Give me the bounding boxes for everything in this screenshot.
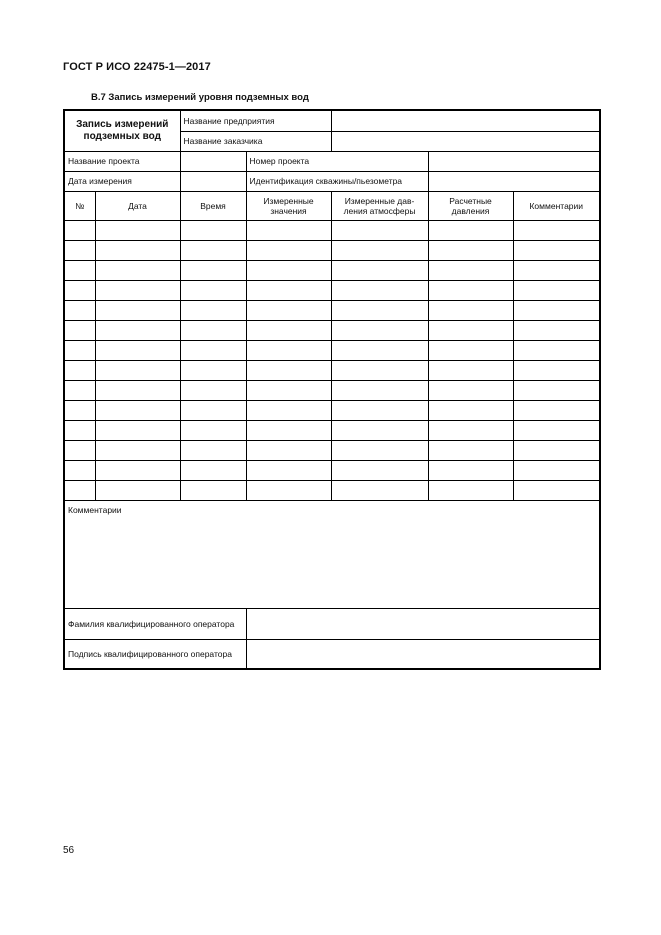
table-cell[interactable]	[180, 280, 246, 300]
table-cell[interactable]	[246, 240, 331, 260]
table-row	[64, 440, 600, 460]
table-cell[interactable]	[95, 480, 180, 500]
table-cell[interactable]	[246, 480, 331, 500]
table-cell[interactable]	[246, 300, 331, 320]
table-cell[interactable]	[180, 220, 246, 240]
col-header-number: №	[64, 191, 95, 220]
table-cell[interactable]	[95, 340, 180, 360]
table-row	[64, 480, 600, 500]
project-name-value-cell[interactable]	[180, 151, 246, 171]
table-cell[interactable]	[180, 420, 246, 440]
client-value-cell[interactable]	[331, 131, 600, 151]
table-cell[interactable]	[180, 340, 246, 360]
table-cell[interactable]	[95, 220, 180, 240]
table-cell[interactable]	[428, 460, 513, 480]
table-cell[interactable]	[180, 240, 246, 260]
comments-area[interactable]	[64, 500, 600, 608]
table-cell[interactable]	[180, 300, 246, 320]
table-cell[interactable]	[331, 400, 428, 420]
table-cell[interactable]	[64, 340, 95, 360]
well-id-value-cell[interactable]	[428, 171, 600, 191]
table-row	[64, 220, 600, 240]
table-cell[interactable]	[180, 320, 246, 340]
form-caption: В.7 Запись измерений уровня подземных вод	[91, 92, 309, 103]
table-cell[interactable]	[331, 260, 428, 280]
form-title: Запись измерений подземных вод	[64, 110, 180, 151]
table-row	[64, 280, 600, 300]
table-cell[interactable]	[428, 280, 513, 300]
table-cell[interactable]	[64, 420, 95, 440]
table-cell[interactable]	[246, 420, 331, 440]
table-row	[64, 380, 600, 400]
table-cell[interactable]	[246, 340, 331, 360]
company-value-cell[interactable]	[331, 110, 600, 131]
table-cell[interactable]	[180, 400, 246, 420]
table-cell[interactable]	[246, 460, 331, 480]
table-cell[interactable]	[95, 460, 180, 480]
page-number: 56	[63, 845, 75, 856]
operator-sign-label: Подпись квалифицированного оператора	[64, 639, 246, 669]
table-cell[interactable]	[246, 380, 331, 400]
company-label: Название предприятия	[180, 110, 331, 131]
table-cell[interactable]	[513, 300, 600, 320]
table-cell[interactable]	[95, 320, 180, 340]
table-cell[interactable]	[64, 260, 95, 280]
project-name-label: Название проекта	[64, 151, 180, 171]
table-cell[interactable]	[95, 440, 180, 460]
table-cell[interactable]	[331, 320, 428, 340]
table-cell[interactable]	[331, 340, 428, 360]
measurement-rows	[64, 220, 600, 500]
table-cell[interactable]	[246, 220, 331, 240]
table-cell[interactable]	[428, 360, 513, 380]
table-cell[interactable]	[64, 320, 95, 340]
table-cell[interactable]	[513, 220, 600, 240]
table-cell[interactable]	[95, 240, 180, 260]
comments-label: Комментарии	[68, 504, 122, 515]
table-row	[64, 420, 600, 440]
table-row	[64, 260, 600, 280]
table-cell[interactable]	[513, 320, 600, 340]
table-cell[interactable]	[246, 320, 331, 340]
table-cell[interactable]	[180, 440, 246, 460]
table-row	[64, 460, 600, 480]
groundwater-record-form	[63, 109, 601, 670]
table-cell[interactable]	[180, 480, 246, 500]
table-cell[interactable]	[95, 400, 180, 420]
table-cell[interactable]	[246, 260, 331, 280]
table-cell[interactable]	[428, 440, 513, 460]
table-cell[interactable]	[246, 280, 331, 300]
table-cell[interactable]	[331, 240, 428, 260]
table-cell[interactable]	[331, 420, 428, 440]
col-header-date: Дата	[95, 191, 180, 220]
operator-name-label: Фамилия квалифицированного оператора	[64, 608, 246, 639]
table-cell[interactable]	[331, 480, 428, 500]
table-cell[interactable]	[331, 360, 428, 380]
well-id-label: Идентификация скважины/пьезометра	[246, 171, 428, 191]
table-cell[interactable]	[246, 360, 331, 380]
table-cell[interactable]	[428, 480, 513, 500]
table-cell[interactable]	[428, 240, 513, 260]
table-cell[interactable]	[331, 440, 428, 460]
table-cell[interactable]	[513, 480, 600, 500]
table-cell[interactable]	[331, 220, 428, 240]
table-cell[interactable]	[513, 280, 600, 300]
table-cell[interactable]	[428, 220, 513, 240]
project-number-label: Номер проекта	[246, 151, 428, 171]
measure-date-value-cell[interactable]	[180, 171, 246, 191]
table-cell[interactable]	[428, 420, 513, 440]
table-cell[interactable]	[64, 440, 95, 460]
table-cell[interactable]	[428, 260, 513, 280]
table-cell[interactable]	[95, 380, 180, 400]
table-cell[interactable]	[246, 440, 331, 460]
col-header-measured-values: Измеренные значения	[246, 191, 331, 220]
col-header-comments: Комментарии	[513, 191, 600, 220]
table-cell[interactable]	[180, 380, 246, 400]
measure-date-label: Дата измерения	[64, 171, 180, 191]
table-cell[interactable]	[513, 360, 600, 380]
table-cell[interactable]	[246, 400, 331, 420]
table-cell[interactable]	[64, 240, 95, 260]
col-header-atm-pressure: Измеренные дав-ления атмосферы	[331, 191, 428, 220]
table-cell[interactable]	[513, 420, 600, 440]
table-cell[interactable]	[64, 360, 95, 380]
col-header-time: Время	[180, 191, 246, 220]
table-cell[interactable]	[331, 460, 428, 480]
table-cell[interactable]	[95, 300, 180, 320]
table-cell[interactable]	[513, 460, 600, 480]
table-cell[interactable]	[95, 280, 180, 300]
project-number-value-cell[interactable]	[428, 151, 600, 171]
table-row	[64, 320, 600, 340]
table-cell[interactable]	[428, 320, 513, 340]
table-cell[interactable]	[95, 260, 180, 280]
table-cell[interactable]	[180, 360, 246, 380]
table-row	[64, 360, 600, 380]
table-cell[interactable]	[180, 460, 246, 480]
table-cell[interactable]	[64, 460, 95, 480]
table-cell[interactable]	[64, 300, 95, 320]
table-cell[interactable]	[64, 220, 95, 240]
standard-header: ГОСТ Р ИСО 22475-1—2017	[63, 61, 211, 73]
table-cell[interactable]	[95, 360, 180, 380]
table-row	[64, 340, 600, 360]
operator-name-value-cell[interactable]	[246, 608, 600, 639]
table-cell[interactable]	[428, 400, 513, 420]
table-cell[interactable]	[331, 380, 428, 400]
operator-sign-value-cell[interactable]	[246, 639, 600, 669]
client-label: Название заказчика	[180, 131, 331, 151]
table-cell[interactable]	[331, 280, 428, 300]
table-cell[interactable]	[513, 240, 600, 260]
table-cell[interactable]	[513, 340, 600, 360]
table-cell[interactable]	[180, 260, 246, 280]
table-cell[interactable]	[513, 260, 600, 280]
table-cell[interactable]	[64, 400, 95, 420]
table-cell[interactable]	[428, 300, 513, 320]
table-cell[interactable]	[513, 400, 600, 420]
table-row	[64, 400, 600, 420]
table-row	[64, 240, 600, 260]
table-cell[interactable]	[331, 300, 428, 320]
table-row	[64, 300, 600, 320]
table-cell[interactable]	[513, 380, 600, 400]
table-cell[interactable]	[64, 280, 95, 300]
table-cell[interactable]	[428, 380, 513, 400]
table-cell[interactable]	[513, 440, 600, 460]
table-cell[interactable]	[64, 480, 95, 500]
table-cell[interactable]	[64, 380, 95, 400]
table-cell[interactable]	[428, 340, 513, 360]
col-header-calc-pressure: Расчетные давления	[428, 191, 513, 220]
table-cell[interactable]	[95, 420, 180, 440]
